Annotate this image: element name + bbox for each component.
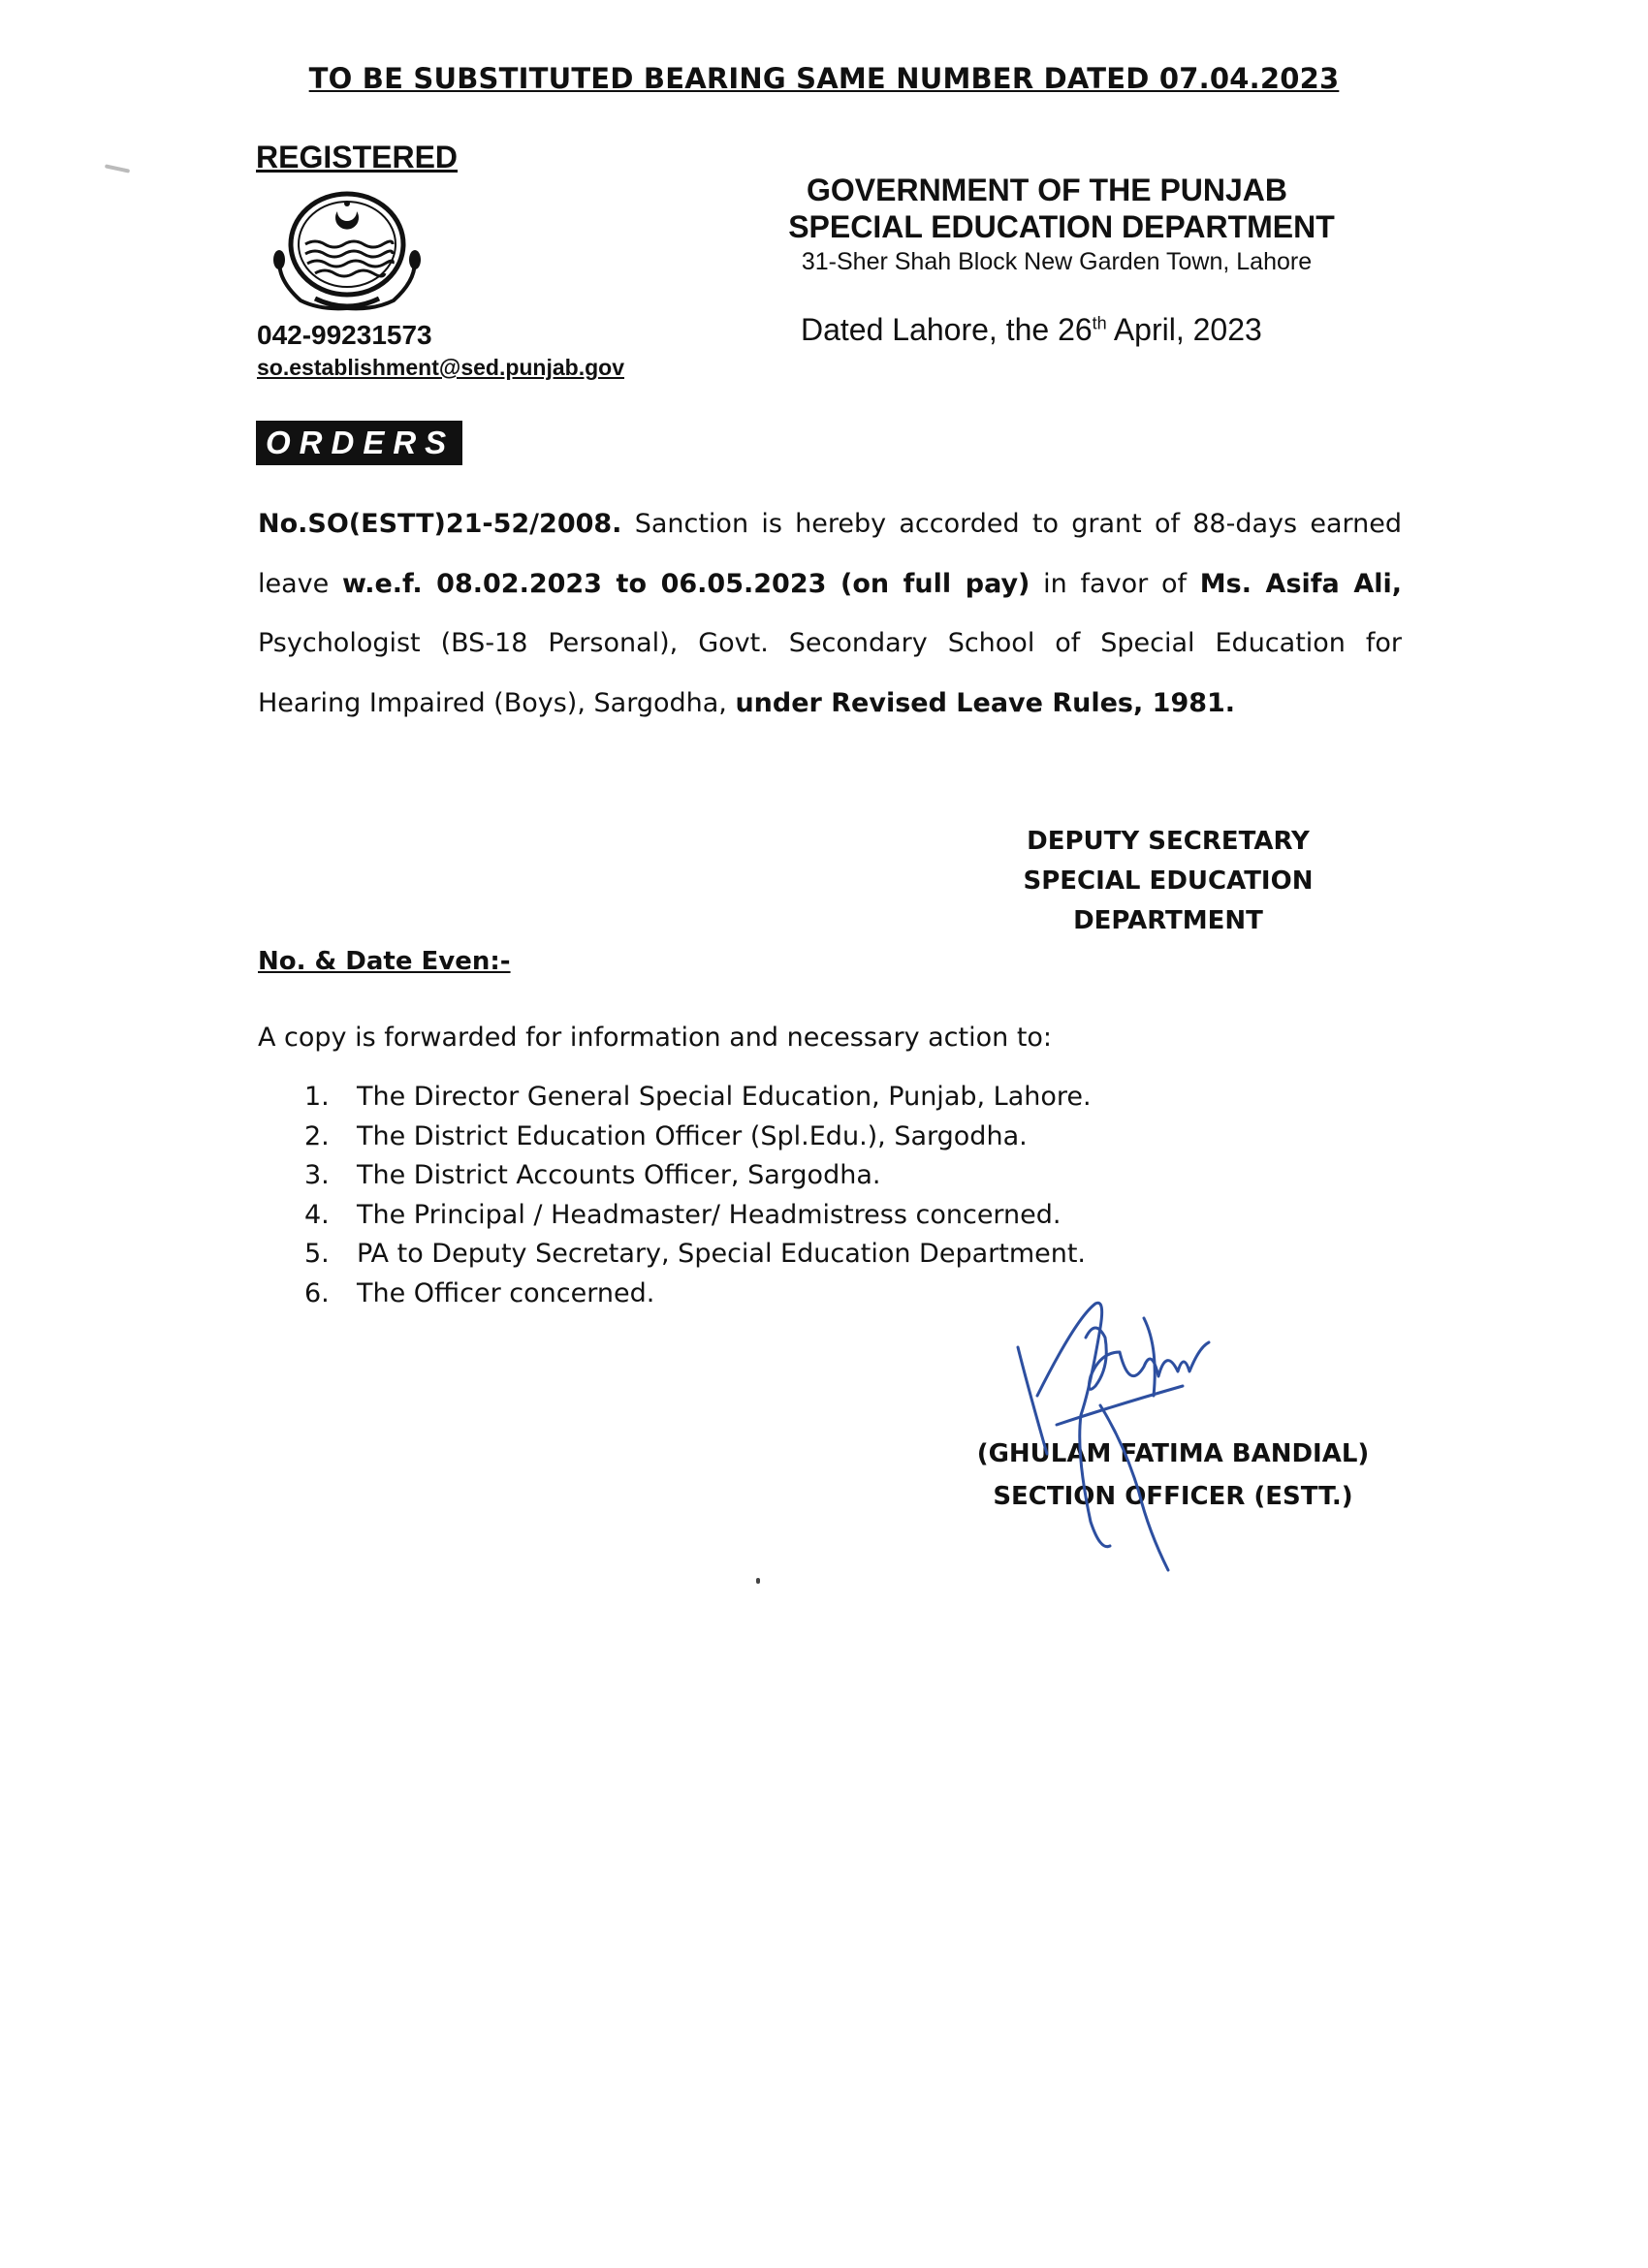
list-item-text: PA to Deputy Secretary, Special Education Department. xyxy=(357,1239,1087,1269)
leave-rules: under Revised Leave Rules, 1981. xyxy=(735,687,1236,718)
list-item xyxy=(304,1235,1092,1275)
list-item-text: The Officer concerned. xyxy=(357,1277,655,1308)
leave-period: w.e.f. 08.02.2023 to 06.05.2023 (on full pay) xyxy=(342,568,1030,599)
dated-suffix: April, 2023 xyxy=(1106,312,1262,347)
signature-icon xyxy=(998,1279,1270,1599)
order-text-3: Psychologist (BS-18 Personal), Govt. Secondary School of Special Education for Hearing Impaired (Boys), Sargodha, xyxy=(258,628,1402,718)
list-item xyxy=(304,1196,1092,1236)
list-item xyxy=(304,1118,1092,1157)
scan-mark xyxy=(105,164,130,173)
list-item-text: The Director General Special Education, Punjab, Lahore. xyxy=(357,1082,1092,1112)
phone-number: 042-99231573 xyxy=(257,320,432,350)
list-item xyxy=(304,1275,1092,1314)
no-date-even: No. & Date Even:- xyxy=(258,947,511,976)
distribution-list xyxy=(304,1078,1092,1313)
list-item-number: 3. xyxy=(304,1160,330,1190)
order-text-1: Sanction is hereby accorded to grant of 88-days earned leave xyxy=(258,509,1402,599)
list-item-number: 4. xyxy=(304,1199,330,1230)
dated-ordinal: th xyxy=(1092,313,1107,333)
list-item-number: 2. xyxy=(304,1120,330,1151)
list-item xyxy=(304,1156,1092,1196)
registered-label: REGISTERED xyxy=(256,140,459,174)
order-number: No.SO(ESTT)21-52/2008. xyxy=(258,509,622,539)
list-item-number: 6. xyxy=(304,1277,330,1308)
department-title: SPECIAL EDUCATION DEPARTMENT xyxy=(788,209,1335,244)
department-address: 31-Sher Shah Block New Garden Town, Lahore xyxy=(801,248,1313,275)
employee-name: Ms. Asifa Ali, xyxy=(1199,568,1402,599)
list-item xyxy=(304,1078,1092,1118)
list-item-text: The District Education Officer (Spl.Edu.), Sargodha. xyxy=(357,1120,1028,1151)
scan-speck xyxy=(756,1578,760,1584)
list-item-number: 1. xyxy=(304,1082,330,1112)
forward-text: A copy is forwarded for information and necessary action to: xyxy=(258,1023,1053,1053)
list-item-text: The Principal / Headmaster/ Headmistress concerned. xyxy=(357,1199,1062,1230)
deputy-secretary-line3: DEPARTMENT xyxy=(1073,906,1263,935)
deputy-secretary-line2: SPECIAL EDUCATION xyxy=(1023,866,1314,896)
list-item-text: The District Accounts Officer, Sargodha. xyxy=(357,1160,881,1190)
dated-line xyxy=(801,312,1262,348)
deputy-secretary-block xyxy=(1008,822,1328,941)
officer-name: (GHULAM FATIMA BANDIAL) xyxy=(976,1439,1370,1468)
orders-heading: ORDERS xyxy=(256,421,462,465)
dated-prefix: Dated Lahore, the 26 xyxy=(801,312,1093,347)
deputy-secretary-line1: DEPUTY SECRETARY xyxy=(1027,827,1310,856)
punjab-emblem-icon xyxy=(262,184,431,315)
order-paragraph xyxy=(258,494,1402,733)
officer-designation: SECTION OFFICER (ESTT.) xyxy=(993,1482,1353,1511)
email-address: so.establishment@sed.punjab.gov xyxy=(257,355,624,380)
substitution-banner: TO BE SUBSTITUTED BEARING SAME NUMBER DATED 07.04.2023 xyxy=(308,62,1340,95)
order-text-2: in favor of xyxy=(1030,568,1200,599)
list-item-number: 5. xyxy=(304,1239,330,1269)
government-title: GOVERNMENT OF THE PUNJAB xyxy=(806,173,1288,207)
